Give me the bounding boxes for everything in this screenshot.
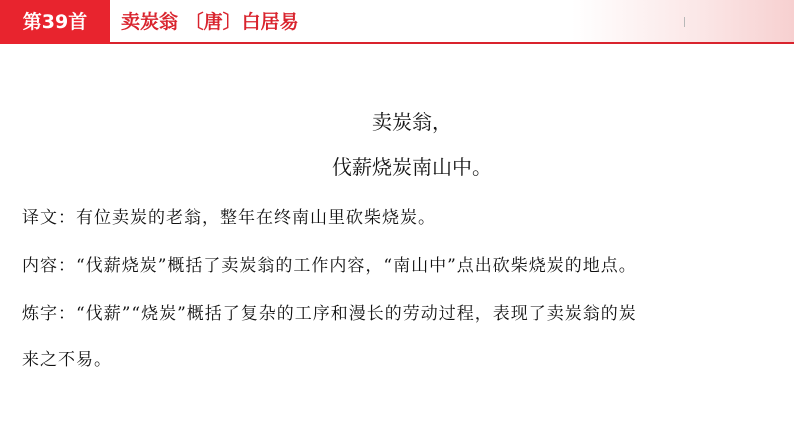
poem-line-2: 伐薪烧炭南山中。 — [332, 155, 492, 179]
content-text: 内容：“伐薪烧炭”概括了卖炭翁的工作内容，“南山中”点出砍柴烧炭的地点。 — [22, 256, 637, 276]
poem-line-1: 卖炭翁， — [372, 110, 452, 134]
header-bar — [0, 0, 794, 44]
wording-text-line-2: 来之不易。 — [22, 350, 112, 370]
poem-number-badge: 第39首 — [0, 0, 110, 44]
poem-title: 卖炭翁 〔唐〕白居易 — [121, 11, 299, 33]
translation-text: 译文：有位卖炭的老翁，整年在终南山里砍柴烧炭。 — [22, 208, 436, 228]
wording-text-line-1: 炼字：“伐薪”“烧炭”概括了复杂的工序和漫长的劳动过程，表现了卖炭翁的炭 — [22, 304, 637, 324]
header-divider-mark — [684, 17, 685, 27]
